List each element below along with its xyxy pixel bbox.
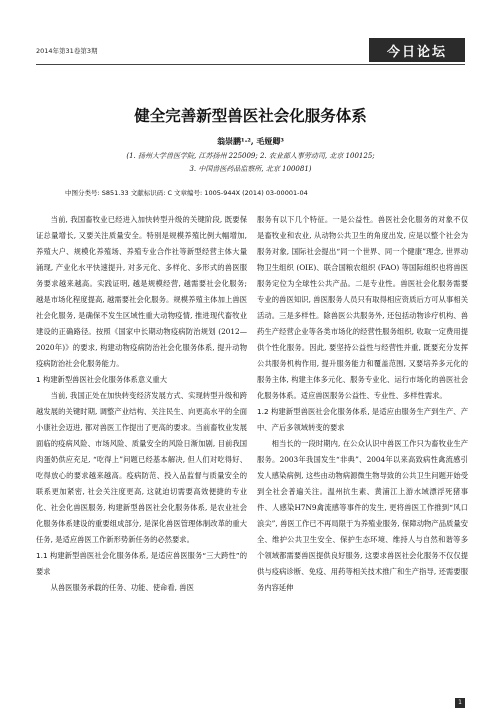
affiliation-line-1: (1. 扬州大学兽医学院, 江苏扬州 225009; 2. 农业部人事劳动司, 北京 100125; [126,152,375,160]
section-1-1-paragraph: 从兽医服务承载的任务、功能、使命看, 兽医 [50,583,194,592]
intro-paragraph: 当前, 我国畜牧业已经进入加快转型升级的关键阶段, 既要保证总量增长, 又要关注质量安全。特别是规模养殖比例大幅增加, 养殖大户、规模化养殖场、养殖专业合作社等新型经营主体大量涌现, 产业化水平快速提升, 对多元化、多样化、多形式的兽医服务要求越来越高。实践证明, 越是规模经营, 越需要社会化服务; 越是市场化程度提高, 越需要社会化服务。规模养殖主体加上兽医社会化服务, 是确保不发生区域性重大动物疫情, 推进现代畜牧业建设的正确路径。按照《国家中长期动物疫病防治规划 (2012—2020年)》的要求, 构建动物疫病防治社会化服务体系, 提升动物疫病防治社会化服务能力。 [36,215,247,368]
running-header [36,38,465,62]
page-number: 1 [455,698,465,708]
header-rule [36,64,465,65]
issue-label: 2014年第31卷第3期 [36,47,98,55]
affiliation-line-2: 3. 中国兽医药品监察所, 北京 100081) [189,165,312,173]
continued-paragraph: 服务有以下几个特征。一是公益性。兽医社会化服务的对象不仅是畜牧业和农业, 从动物公共卫生的角度出发, 应是以整个社会为服务对象, 国际社会提出“同一个世界、同一个健康”理念, 世界动物卫生组织 (OIE)、联合国粮农组织 (FAO) 等国际组织也将兽医服务定位为全球性公共产品。二是专业性。兽医社会化服务需要专业的兽医知识, 兽医服务人员只有取得相应资质后方可从事相关活动。三是多样性。除兽医公共服务外, 还包括动物诊疗机构、兽药生产经营企业等各类市场化的经营性服务组织, 收取一定费用提供个性化服务。因此, 要坚持公益性与经营性并重, 既要充分发挥公共服务机构作用, 提升服务能力和覆盖范围, 又要培养多元化的服务主体, 构建主体多元化、服务专业化、运行市场化的兽医社会化服务体系。适应兽医服务公益性、专业性、多样性需求。 [257,215,468,400]
right-column [257,212,468,596]
section-heading-1-2: 1.2 构建新型兽医社会化服务体系, 是适应由服务生产到生产、产中、产后多领域转变的要求 [257,407,468,432]
column-tag: 今日论坛 [369,38,465,62]
article-meta: 中图分类号: S851.33 文献标识码: C 文章编号: 1005-944X (2014) 03-00001-04 [65,189,308,197]
left-column [36,212,247,596]
section-1-2-paragraph: 相当长的一段时期内, 在公众认识中兽医工作只为畜牧业生产服务。2003年我国发生“非典”、2004年以来高致病性禽流感引发人感染病例, 这些由动物病源微生物导致的公共卫生问题开始受到全社会普遍关注。温州抗生素、黄浦江上游水域漂浮死猪事件、人感染H7N9禽流感等事件的发生, 更将兽医工作推到“风口浪尖”, 兽医工作已不再局限于为养殖业服务, 保障动物产品质量安全、维护公共卫生安全、保护生态环境、维持人与自然和谐等多个领域都需要兽医提供良好服务, 这要求兽医社会化服务不仅仅提供与疫病诊断、免疫、用药等相关技术推广和生产指导, 还需要服务内容延伸 [257,439,468,592]
article-authors: 翁崇鹏¹·², 毛娅卿³ [217,136,284,146]
section-heading-1: 1 构建新型兽医社会化服务体系意义重大 [36,375,168,384]
article-title: 健全完善新型兽医社会化服务体系 [134,107,367,125]
section-heading-1-1: 1.1 构建新型兽医社会化服务体系, 是适应兽医服务“三大跨性”的要求 [36,551,247,576]
section-1-paragraph: 当前, 我国正处在加快转变经济发展方式、实现转型升级和跨越发展的关键时期, 调整产业结构、关注民生、向更高水平的全面小康社会迈进, 都对兽医工作提出了更高的要求。当前畜牧业发展面临的疫病风险、市场风险、质量安全的风险日渐加剧, 目前我国肉蛋奶供应充足, “吃得上”问题已经基本解决, 但人们对吃得好、吃得放心的要求越来越高。疫病防范、投入品监督与质量安全的联系更加紧密, 社会关注度更高, 这就迫切需要高效便捷的专业化、社会化兽医服务, 构建新型兽医社会化服务体系, 是农业社会化服务体系建设的重要组成部分, 是深化兽医管理体制改革的重大任务, 是适应兽医工作新形势新任务的必然要求。 [36,391,247,544]
